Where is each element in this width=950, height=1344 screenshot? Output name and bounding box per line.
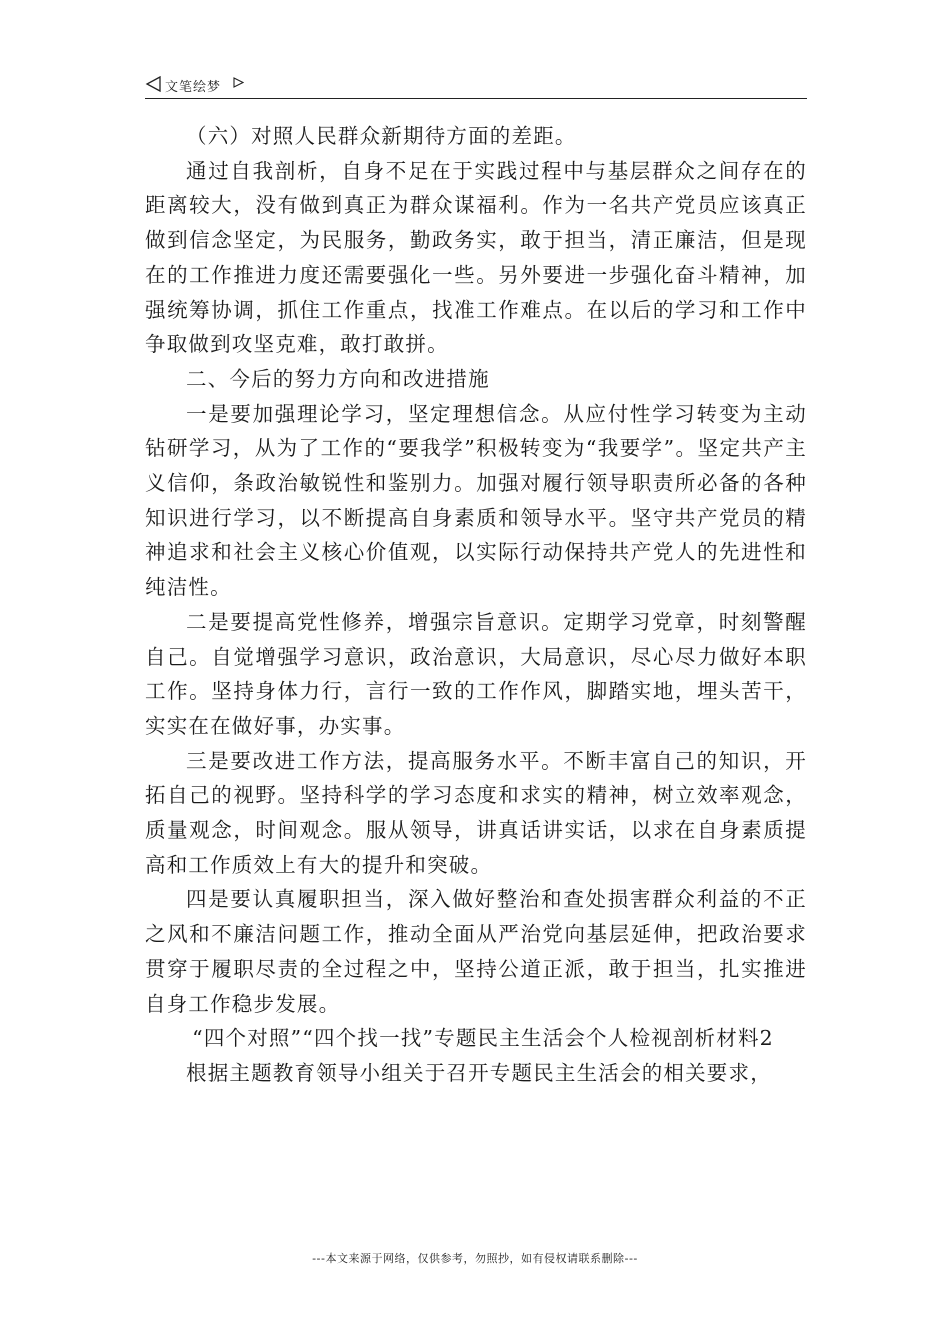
body-paragraph: 一是要加强理论学习，坚定理想信念。从应付性学习转变为主动钻研学习，从为了工作的“要我学”积极转变为“我要学”。坚定共产主义信仰，条政治敏锐性和鉴别力。加强对履行领导职责所必备的各种知识进行学习，以不断提高自身素质和领导水平。坚守共产党员的精神追求和社会主义核心价值观，以实际行动保持共产党人的先进性和纯洁性。 — [145, 401, 807, 600]
body-paragraph: 二是要提高党性修养，增强宗旨意识。定期学习党章，时刻警醒自己。自觉增强学习意识，政治意识，大局意识，尽心尽力做好本职工作。坚持身体力行，言行一致的工作作风，脚踏实地，埋头苦干，实实在在做好事，办实事。 — [145, 609, 807, 738]
page-header — [145, 74, 807, 99]
page-footer: ---本文来源于网络，仅供参考，勿照抄，如有侵权请联系删除--- — [312, 1252, 638, 1265]
section-heading-measures: 二、今后的努力方向和改进措施 — [186, 366, 490, 391]
body-paragraph: 根据主题教育领导小组关于召开专题民主生活会的相关要求， — [186, 1060, 772, 1085]
document-title: “四个对照”“四个找一找”专题民主生活会个人检视剖析材料2 — [192, 1026, 774, 1051]
triangle-left-icon — [145, 75, 163, 93]
body-paragraph: 三是要改进工作方法，提高服务水平。不断丰富自己的知识，开拓自己的视野。坚持科学的学习态度和求实的精神，树立效率观念，质量观念，时间观念。服从领导，讲真话讲实话，以求在自身素质提高和工作质效上有大的提升和突破。 — [145, 748, 807, 877]
document-body — [145, 119, 807, 1091]
header-title: 文笔绘梦 — [165, 80, 222, 95]
triangle-right-icon — [233, 77, 244, 88]
body-paragraph: 四是要认真履职担当，深入做好整治和查处损害群众利益的不正之风和不廉洁问题工作，推动全面从严治党向基层延伸，把政治要求贯穿于履职尽责的全过程之中，坚持公道正派，敢于担当，扎实推进自身工作稳步发展。 — [145, 887, 807, 1016]
body-paragraph: 通过自我剖析，自身不足在于实践过程中与基层群众之间存在的距离较大，没有做到真正为群众谋福利。作为一名共产党员应该真正做到信念坚定，为民服务，勤政务实，敢于担当，清正廉洁，但是现在的工作推进力度还需要强化一些。另外要进一步强化奋斗精神，加强统筹协调，抓住工作重点，找准工作难点。在以后的学习和工作中争取做到攻坚克难，敢打敢拼。 — [145, 158, 807, 357]
section-heading-gap: （六）对照人民群众新期待方面的差距。 — [186, 124, 577, 148]
